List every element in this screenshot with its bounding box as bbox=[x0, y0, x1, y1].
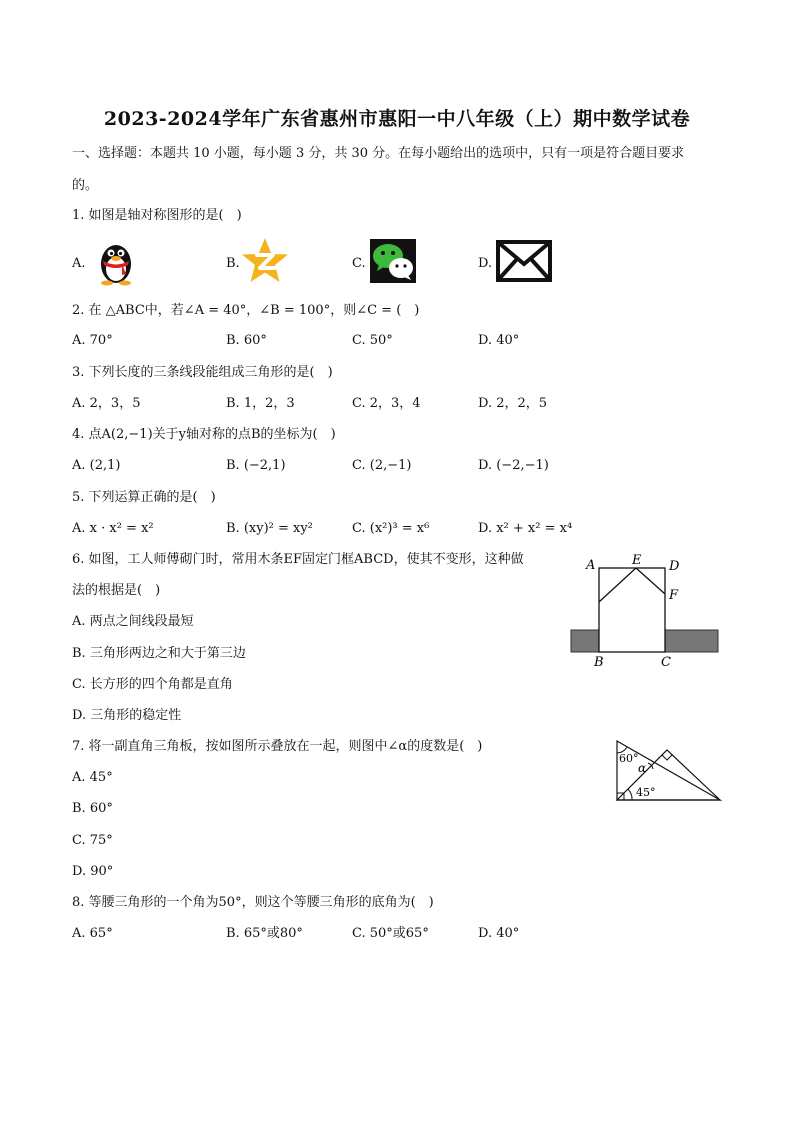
door-frame-figure bbox=[566, 550, 726, 675]
q1-option-a: A. bbox=[72, 256, 86, 271]
envelope-icon bbox=[496, 240, 552, 282]
question-5-stem: 5. 下列运算正确的是( ) bbox=[72, 490, 216, 505]
label-45-degree: 45° bbox=[636, 786, 656, 799]
question-6-stem-line2: 法的根据是( ) bbox=[72, 583, 161, 598]
section-instructions-line2: 的。 bbox=[72, 178, 99, 193]
question-7-stem: 7. 将一副直角三角板，按如图所示叠放在一起，则图中∠α的度数是( ) bbox=[72, 739, 483, 754]
page-title: 2023-2024学年广东省惠州市惠阳一中八年级（上）期中数学试卷 bbox=[103, 108, 691, 130]
q5-option-a: A. x · x² = x² bbox=[72, 521, 154, 536]
q4-option-a: A. (2,1) bbox=[72, 458, 121, 473]
q6-option-c: C. 长方形的四个角都是直角 bbox=[72, 677, 233, 692]
label-c: C bbox=[661, 655, 671, 670]
q2-option-a: A. 70° bbox=[72, 333, 113, 348]
q6-option-b: B. 三角形两边之和大于第三边 bbox=[72, 646, 246, 661]
wechat-icon bbox=[370, 239, 416, 283]
q5-option-c: C. (x²)³ = x⁶ bbox=[352, 521, 430, 536]
q4-option-c: C. (2,−1) bbox=[352, 458, 412, 473]
set-squares-figure bbox=[612, 736, 724, 804]
q8-option-a: A. 65° bbox=[72, 926, 113, 941]
q1-option-d: D. bbox=[478, 256, 493, 271]
q2-option-d: D. 40° bbox=[478, 333, 520, 348]
q5-option-d: D. x² + x² = x⁴ bbox=[478, 521, 573, 536]
question-3-stem: 3. 下列长度的三条线段能组成三角形的是( ) bbox=[72, 365, 333, 380]
question-4-stem: 4. 点A(2,−1)关于y轴对称的点B的坐标为( ) bbox=[72, 427, 336, 442]
label-b: B bbox=[594, 655, 604, 670]
q2-option-b: B. 60° bbox=[226, 333, 267, 348]
q7-option-d: D. 90° bbox=[72, 864, 114, 879]
q2-option-c: C. 50° bbox=[352, 333, 393, 348]
q8-option-c: C. 50°或65° bbox=[352, 926, 429, 941]
label-alpha: α bbox=[638, 761, 647, 775]
question-2-stem: 2. 在 △ABC中，若∠A = 40°，∠B = 100°，则∠C = ( ) bbox=[72, 303, 420, 318]
q3-option-a: A. 2，3，5 bbox=[72, 396, 141, 411]
question-6-stem-line1: 6. 如图，工人师傅砌门时，常用木条EF固定门框ABCD，使其不变形，这种做 bbox=[72, 552, 524, 567]
q3-option-d: D. 2，2，5 bbox=[478, 396, 548, 411]
q4-option-d: D. (−2,−1) bbox=[478, 458, 549, 473]
question-1-stem: 1. 如图是轴对称图形的是( ) bbox=[72, 208, 242, 223]
q8-option-b: B. 65°或80° bbox=[226, 926, 303, 941]
label-f: F bbox=[669, 588, 679, 603]
q7-option-b: B. 60° bbox=[72, 801, 113, 816]
q1-option-c: C. bbox=[352, 256, 366, 271]
label-d: D bbox=[669, 559, 680, 574]
q4-option-b: B. (−2,1) bbox=[226, 458, 286, 473]
q5-option-b: B. (xy)² = xy² bbox=[226, 521, 313, 536]
q7-option-c: C. 75° bbox=[72, 833, 113, 848]
q3-option-c: C. 2，3，4 bbox=[352, 396, 421, 411]
star-z-icon bbox=[240, 237, 290, 285]
q1-option-b: B. bbox=[226, 256, 240, 271]
label-e: E bbox=[632, 553, 642, 568]
q8-option-d: D. 40° bbox=[478, 926, 520, 941]
label-60-degree: 60° bbox=[619, 752, 639, 765]
label-a: A bbox=[586, 558, 596, 573]
question-8-stem: 8. 等腰三角形的一个角为50°，则这个等腰三角形的底角为( ) bbox=[72, 895, 434, 910]
penguin-icon bbox=[92, 238, 140, 286]
q6-option-d: D. 三角形的稳定性 bbox=[72, 708, 182, 723]
q3-option-b: B. 1，2，3 bbox=[226, 396, 295, 411]
q7-option-a: A. 45° bbox=[72, 770, 113, 785]
section-instructions-line1: 一、选择题：本题共 10 小题，每小题 3 分，共 30 分。在每小题给出的选项中，只有一项是符合题目要求 bbox=[72, 146, 685, 161]
q6-option-a: A. 两点之间线段最短 bbox=[72, 614, 194, 629]
